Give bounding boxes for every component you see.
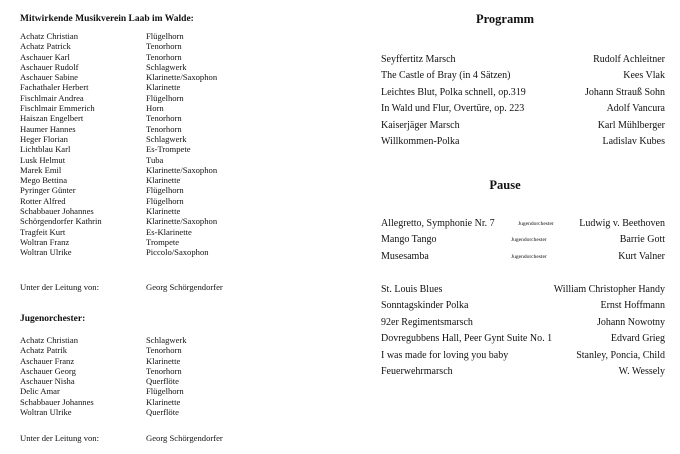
musician-name: Achatz Christian bbox=[20, 31, 78, 41]
musician-row bbox=[20, 185, 330, 195]
program-work: Seyffertitz Marsch bbox=[381, 54, 456, 65]
musician-instrument: Tenorhorn bbox=[146, 51, 182, 62]
musician-row bbox=[20, 144, 330, 154]
youth-conductor-name: Georg Schörgendorfer bbox=[146, 433, 223, 443]
program-composer: Barrie Gott bbox=[619, 234, 665, 246]
musicians-heading: Mitwirkende Musikverein Laab im Walde: bbox=[20, 14, 194, 24]
youth-instrument: Flügelhorn bbox=[146, 386, 184, 397]
youth-instrument: Querflöte bbox=[146, 407, 179, 418]
program-composer: Ernst Hoffmann bbox=[600, 300, 665, 312]
program-row bbox=[381, 134, 665, 150]
program-row bbox=[381, 364, 665, 380]
musician-instrument: Flügelhorn bbox=[146, 92, 184, 103]
program-row bbox=[381, 249, 665, 265]
musician-instrument: Klarinette bbox=[146, 82, 181, 93]
youth-conductor-label: Unter der Leitung von: bbox=[20, 433, 99, 443]
program-work: Leichtes Blut, Polka schnell, op.319 bbox=[381, 86, 526, 98]
program-row bbox=[381, 348, 665, 364]
musician-instrument: Tenorhorn bbox=[146, 113, 182, 124]
program-work: Feuerwehrmarsch bbox=[381, 365, 453, 377]
musician-row bbox=[20, 175, 330, 185]
musician-row bbox=[20, 62, 330, 72]
musician-instrument: Schlagwerk bbox=[146, 61, 187, 72]
program-composer: Adolf Vancura bbox=[606, 103, 665, 115]
youth-name: Aschauer Franz bbox=[20, 355, 75, 366]
youth-row bbox=[20, 335, 330, 345]
musician-name: Aschauer Karl bbox=[20, 51, 70, 62]
youth-name: Achatz Christian bbox=[20, 335, 78, 345]
program-work: Musesamba bbox=[381, 250, 429, 262]
right-page bbox=[345, 0, 680, 454]
program-composer: Stanley, Poncia, Child bbox=[576, 349, 665, 361]
musician-name: Lichtblau Karl bbox=[20, 144, 71, 155]
musician-name: Rotter Alfred bbox=[20, 195, 66, 206]
musician-instrument: Es-Klarinette bbox=[146, 226, 192, 237]
program-row bbox=[381, 52, 665, 68]
program-composer: Karl Mühlberger bbox=[597, 119, 665, 131]
youth-name: Aschauer Nisha bbox=[20, 376, 75, 387]
pause-title: Pause bbox=[489, 178, 521, 192]
program-composer: Kurt Valner bbox=[618, 250, 665, 262]
program-work: 92er Regimentsmarsch bbox=[381, 316, 473, 328]
program-work: The Castle of Bray (in 4 Sätzen) bbox=[381, 70, 511, 82]
musician-row bbox=[20, 52, 330, 62]
program-composer: Kees Vlak bbox=[623, 70, 665, 82]
musician-row bbox=[20, 41, 330, 51]
youth-name: Achatz Patrik bbox=[20, 345, 68, 356]
youth-instrument: Tenorhorn bbox=[146, 345, 182, 356]
musician-instrument: Tenorhorn bbox=[146, 123, 182, 134]
program-composer: W. Wessely bbox=[618, 365, 665, 377]
musician-row bbox=[20, 124, 330, 134]
musician-name: Pyringer Günter bbox=[20, 185, 76, 196]
youth-instrument: Querflöte bbox=[146, 376, 179, 387]
musician-name: Schabbauer Johannes bbox=[20, 206, 94, 217]
musician-row bbox=[20, 206, 330, 216]
musician-name: Fischlmair Andrea bbox=[20, 92, 84, 103]
musician-name: Achatz Patrick bbox=[20, 41, 71, 52]
musician-instrument: Schlagwerk bbox=[146, 133, 187, 144]
conductor-label: Unter der Leitung von: bbox=[20, 282, 99, 292]
musician-instrument: Flügelhorn bbox=[146, 185, 184, 196]
conductor-line bbox=[20, 282, 223, 292]
musician-row bbox=[20, 227, 330, 237]
musician-instrument: Piccolo/Saxophon bbox=[146, 247, 209, 258]
program-row bbox=[381, 298, 665, 314]
program-title: Programm bbox=[475, 12, 535, 26]
musician-row bbox=[20, 113, 330, 123]
musician-instrument: Horn bbox=[146, 103, 164, 114]
musician-name: Aschauer Sabine bbox=[20, 72, 78, 83]
musician-name: Mego Bettina bbox=[20, 175, 68, 186]
musician-row bbox=[20, 72, 330, 82]
musician-instrument: Klarinette bbox=[146, 175, 181, 186]
program-work: Allegretto, Symphonie Nr. 7 bbox=[381, 218, 495, 229]
musician-row bbox=[20, 196, 330, 206]
youth-orchestra-note: Jugendorchester bbox=[511, 253, 547, 260]
musician-name: Woltran Ulrike bbox=[20, 247, 72, 258]
musician-instrument: Trompete bbox=[146, 236, 180, 247]
program-work: Sonntagskinder Polka bbox=[381, 300, 469, 312]
musician-instrument: Tuba bbox=[146, 154, 164, 165]
musician-name: Fischlmair Emmerich bbox=[20, 103, 95, 114]
musician-row bbox=[20, 134, 330, 144]
musician-name: Tragfeit Kurt bbox=[20, 226, 66, 237]
youth-instrument: Klarinette bbox=[146, 355, 181, 366]
youth-name: Woltran Ulrike bbox=[20, 407, 72, 418]
youth-heading: Jugenorchester: bbox=[20, 314, 86, 324]
musician-row bbox=[20, 247, 330, 257]
program-work: Dovregubbens Hall, Peer Gynt Suite No. 1 bbox=[381, 333, 553, 345]
musician-instrument: Flügelhorn bbox=[146, 31, 184, 41]
musician-instrument: Es-Trompete bbox=[146, 144, 191, 155]
program-row bbox=[381, 85, 665, 101]
program-work: Mango Tango bbox=[381, 234, 437, 246]
program-composer: William Christopher Handy bbox=[553, 284, 665, 295]
youth-row bbox=[20, 386, 330, 396]
musician-row bbox=[20, 82, 330, 92]
youth-list bbox=[20, 335, 330, 417]
youth-row bbox=[20, 356, 330, 366]
youth-name: Aschauer Georg bbox=[20, 365, 76, 376]
musician-name: Heger Florian bbox=[20, 133, 68, 144]
conductor-name: Georg Schörgendorfer bbox=[146, 282, 223, 292]
youth-instrument: Tenorhorn bbox=[146, 365, 182, 376]
youth-instrument: Klarinette bbox=[146, 396, 181, 407]
musician-instrument: Klarinette bbox=[146, 206, 181, 217]
youth-row bbox=[20, 376, 330, 386]
musician-name: Lusk Helmut bbox=[20, 154, 66, 165]
musician-name: Marek Emil bbox=[20, 164, 62, 175]
program-row bbox=[381, 331, 665, 347]
program-row bbox=[381, 232, 665, 248]
musician-instrument: Klarinette/Saxophon bbox=[146, 72, 218, 83]
program-composer: Ladislav Kubes bbox=[602, 135, 665, 147]
youth-row bbox=[20, 366, 330, 376]
youth-row bbox=[20, 407, 330, 417]
program-work: I was made for loving you baby bbox=[381, 349, 509, 361]
youth-program-list bbox=[381, 216, 665, 265]
youth-row bbox=[20, 345, 330, 355]
program-row bbox=[381, 216, 665, 232]
musician-row bbox=[20, 237, 330, 247]
musician-instrument: Klarinette/Saxophon bbox=[146, 164, 218, 175]
program-row bbox=[381, 118, 665, 134]
musician-name: Aschauer Rudolf bbox=[20, 61, 79, 72]
musician-row bbox=[20, 155, 330, 165]
program-composer: Ludwig v. Beethoven bbox=[579, 218, 665, 229]
program-row bbox=[381, 68, 665, 84]
musician-row bbox=[20, 103, 330, 113]
program-composer: Johann Strauß Sohn bbox=[585, 86, 665, 98]
musician-name: Haumer Hannes bbox=[20, 123, 76, 134]
after-pause-list bbox=[381, 282, 665, 380]
program-row bbox=[381, 101, 665, 117]
youth-orchestra-note: Jugendorchester bbox=[511, 237, 547, 244]
musician-row bbox=[20, 31, 330, 41]
musician-name: Haiszan Engelbert bbox=[20, 113, 84, 124]
musician-instrument: Klarinette/Saxophon bbox=[146, 216, 218, 227]
youth-name: Delic Amar bbox=[20, 386, 60, 397]
musician-name: Woltran Franz bbox=[20, 236, 70, 247]
musician-row bbox=[20, 165, 330, 175]
musician-instrument: Tenorhorn bbox=[146, 41, 182, 52]
youth-name: Schabbauer Johannes bbox=[20, 396, 94, 407]
program-work: St. Louis Blues bbox=[381, 284, 443, 295]
youth-instrument: Schlagwerk bbox=[146, 335, 187, 345]
program-composer: Johann Nowotny bbox=[596, 316, 665, 328]
program-work: Kaiserjäger Marsch bbox=[381, 119, 460, 131]
musician-row bbox=[20, 93, 330, 103]
program-work: Willkommen-Polka bbox=[381, 135, 460, 147]
musician-name: Schörgendorfer Kathrin bbox=[20, 216, 102, 227]
musician-instrument: Flügelhorn bbox=[146, 195, 184, 206]
musician-list bbox=[20, 31, 330, 258]
musician-name: Fachathaler Herbert bbox=[20, 82, 89, 93]
program-composer: Edvard Grieg bbox=[610, 333, 665, 345]
program-row bbox=[381, 315, 665, 331]
program-composer: Rudolf Achleitner bbox=[593, 54, 665, 65]
youth-orchestra-note: Jugendorchester bbox=[518, 221, 554, 227]
youth-row bbox=[20, 397, 330, 407]
program-work: In Wald und Flur, Overtüre, op. 223 bbox=[381, 103, 525, 115]
program-list bbox=[381, 52, 665, 150]
musician-row bbox=[20, 216, 330, 226]
program-row bbox=[381, 282, 665, 298]
youth-conductor-line bbox=[20, 433, 223, 443]
